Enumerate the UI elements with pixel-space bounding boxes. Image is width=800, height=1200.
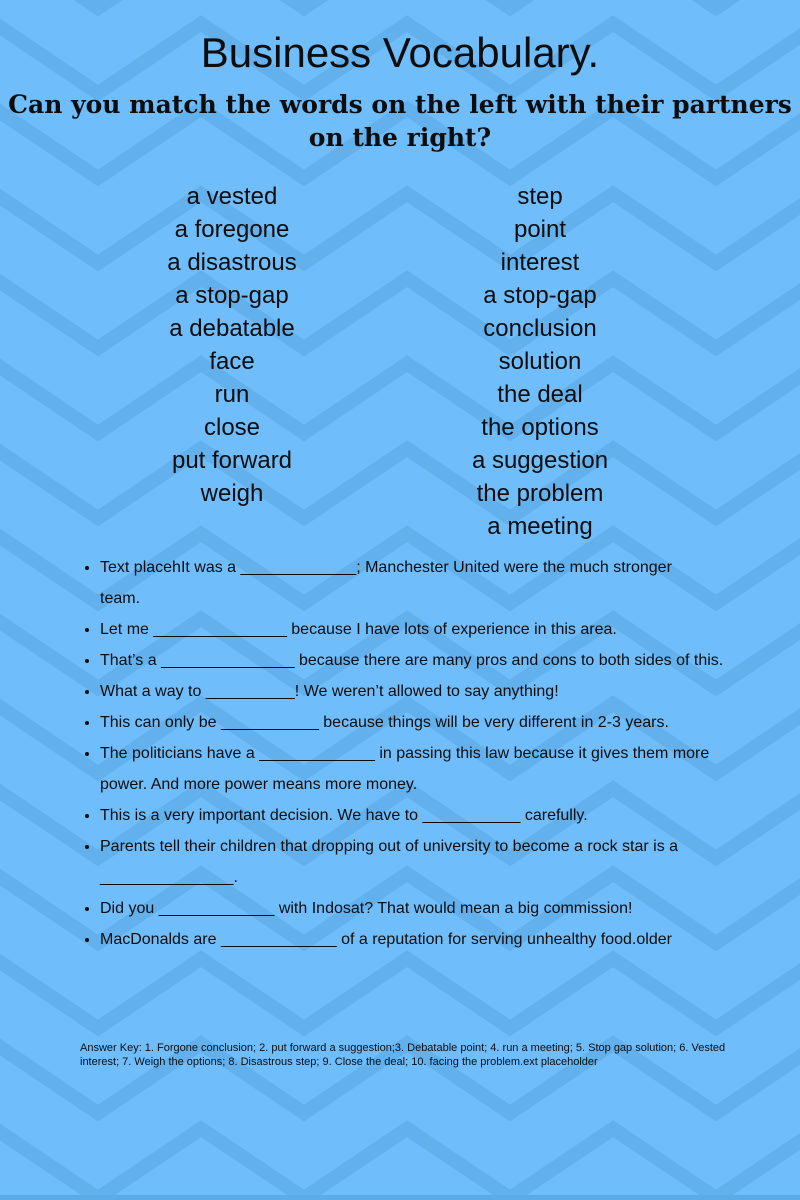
left-word: run: [214, 381, 250, 408]
right-word: a suggestion: [471, 447, 609, 474]
right-word: the deal: [497, 381, 583, 408]
right-word: point: [513, 216, 567, 243]
sentence-line: • MacDonalds are _____________ of a reputation for serving unhealthy food.older: [100, 931, 672, 948]
sentence-item: [100, 552, 760, 614]
sentence-line: team.: [100, 590, 141, 607]
left-word: face: [209, 348, 255, 375]
sentence-line: • The politicians have a _____________ in passing this law because it gives them more: [100, 745, 710, 762]
sentence-line: • Text placehIt was a _____________; Manchester United were the much stronger: [100, 559, 672, 576]
sentence-line: • Let me _______________ because I have lots of experience in this area.: [100, 621, 617, 638]
right-word-column: [408, 180, 672, 543]
answer-key: [80, 1041, 740, 1069]
page-title: Business Vocabulary.: [200, 29, 600, 76]
right-word: the options: [481, 414, 599, 441]
bottom-edge-bar: [0, 1195, 800, 1200]
right-word: a meeting: [487, 513, 593, 540]
left-word: a foregone: [174, 216, 290, 243]
left-word: put forward: [171, 447, 293, 474]
left-word: a stop-gap: [175, 282, 289, 309]
sentence-item: [100, 893, 760, 924]
right-word: the problem: [476, 480, 604, 507]
sentence-line: _______________.: [100, 869, 238, 886]
sentence-item: [100, 707, 760, 738]
sentence-item: [100, 645, 760, 676]
sentence-line: • This is a very important decision. We have to ___________ carefully.: [100, 807, 588, 824]
right-word: interest: [500, 249, 580, 276]
sentence-item: [100, 831, 760, 893]
sentence-item: [100, 924, 760, 955]
right-word: conclusion: [483, 315, 597, 342]
sentence-list: [0, 552, 760, 955]
left-word: a debatable: [169, 315, 295, 342]
subtitle-line: on the right?: [308, 123, 492, 152]
sentence-line: power. And more power means more money.: [100, 776, 418, 793]
page-subtitle: [0, 88, 800, 154]
matching-columns: [0, 180, 800, 543]
right-word: step: [517, 183, 563, 210]
left-word: a disastrous: [167, 249, 297, 276]
right-word: a stop-gap: [483, 282, 597, 309]
left-word: close: [203, 414, 261, 441]
sentence-line: • Parents tell their children that dropping out of university to become a rock star is a: [100, 838, 679, 855]
left-word: weigh: [200, 480, 264, 507]
answer-key-line: interest; 7. Weigh the options; 8. Disastrous step; 9. Close the deal; 10. facing the problem.ext placeholder: [80, 1056, 598, 1068]
sentence-item: [100, 614, 760, 645]
subtitle-line: Can you match the words on the left with their partners: [8, 90, 792, 119]
sentence-item: [100, 676, 760, 707]
left-word: a vested: [186, 183, 278, 210]
sentence-item: [100, 738, 760, 800]
left-word-column: [100, 180, 364, 543]
answer-key-line: Answer Key: 1. Forgone conclusion; 2. put forward a suggestion;3. Debatable point; 4. run a meeting; 5. Stop gap solution; 6. Vested: [80, 1042, 726, 1054]
sentence-line: • Did you _____________ with Indosat? That would mean a big commission!: [100, 900, 633, 917]
sentence-line: • What a way to __________! We weren’t allowed to say anything!: [100, 683, 559, 700]
sentence-line: • This can only be ___________ because things will be very different in 2-3 years.: [100, 714, 669, 731]
sentence-item: [100, 800, 760, 831]
right-word: solution: [498, 348, 582, 375]
sentence-line: • That’s a _______________ because there are many pros and cons to both sides of this.: [100, 652, 724, 669]
